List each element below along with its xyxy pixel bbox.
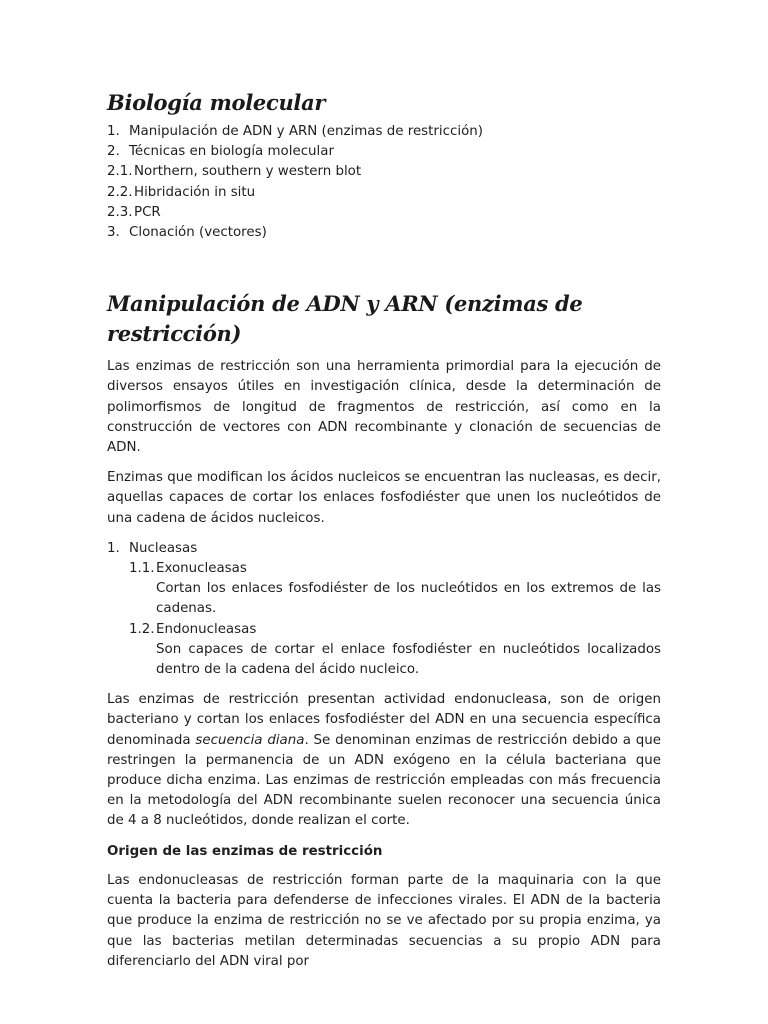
paragraph: Las enzimas de restricción son una herramienta primordial para la ejecución de diversos ensayos útiles en investigación clínica, desde la determinación de polimorfismos de longitud de fragmentos de restricción, así como en la construcción de vectores con ADN recombinante y clonación de secuencias de ADN. <box>107 359 661 456</box>
list-description: Son capaces de cortar el enlace fosfodiéster en nucleótidos localizados dentro de la cadena del ácido nucleico. <box>156 641 661 678</box>
paragraph-text: Las enzimas de restricción presentan actividad endonucleasa, son de origen bacteriano y cortan los enlaces fosfodiéster del ADN en una secuencia específica denominada <box>107 692 661 748</box>
toc-item <box>107 122 661 142</box>
subheading: Origen de las enzimas de restricción <box>107 843 383 859</box>
toc-item <box>107 142 661 162</box>
toc-label: Técnicas en biología molecular <box>129 144 334 160</box>
toc-number: 2.3. <box>107 204 133 220</box>
toc-number: 2. <box>107 144 120 160</box>
document-page <box>107 88 661 972</box>
list-label: Nucleasas <box>129 540 198 556</box>
list-number: 1. <box>107 540 120 556</box>
paragraph: Las endonucleasas de restricción forman parte de la maquinaria con la que cuenta la bacteria para defenderse de infecciones virales. El ADN de la bacteria que produce la enzima de restricción no se ve afectado por su propia enzima, ya que las bacterias metilan determinadas secuencias a su propio ADN para diferenciarlo del ADN viral por <box>107 872 661 969</box>
toc-number: 2.2. <box>107 184 133 200</box>
toc-number: 2.1. <box>107 164 133 180</box>
toc-number: 3. <box>107 225 120 241</box>
list-subitem <box>107 559 661 579</box>
toc-label: Hibridación in situ <box>134 184 256 200</box>
list-subitem <box>107 620 661 640</box>
toc-label: Northern, southern y western blot <box>134 164 362 180</box>
toc-subitem <box>107 183 661 203</box>
spacer <box>107 680 661 690</box>
list-number: 1.2. <box>129 621 155 637</box>
toc-number: 1. <box>107 124 120 139</box>
paragraph-text: . Se denominan enzimas de restricción debido a que restringen la permanencia de un ADN exógeno en la célula bacteriana que produce dicha enzima. Las enzimas de restricción empleadas con más frecuencia en la metodología del ADN recombinante suelen reconocer una secuencia única de 4 a 8 nucleótidos, donde realizan el corte. <box>107 732 661 829</box>
document-title: Biología molecular <box>107 90 326 115</box>
toc-label: Clonación (vectores) <box>129 225 267 241</box>
list-item <box>107 539 661 559</box>
list-label: Exonucleasas <box>156 561 247 577</box>
toc-subitem <box>107 162 661 182</box>
spacer <box>107 862 661 871</box>
spacer <box>107 458 661 468</box>
spacer <box>107 243 661 289</box>
spacer <box>107 529 661 539</box>
paragraph: Enzimas que modifican los ácidos nucleicos se encuentran las nucleasas, es decir, aquellas capaces de cortar los enlaces fosfodiéster que unen los nucleótidos de una cadena de ácidos nucleicos. <box>107 470 661 526</box>
section-title: Manipulación de ADN y ARN (enzimas de restricción) <box>107 291 583 347</box>
paragraph <box>107 690 661 831</box>
list-description: Cortan los enlaces fosfodiéster de los nucleótidos en los extremos de las cadenas. <box>156 581 661 617</box>
emphasis-term: secuencia diana <box>195 732 305 748</box>
list-label: Endonucleasas <box>156 621 257 637</box>
toc-label: PCR <box>134 204 161 220</box>
table-of-contents <box>107 122 661 243</box>
toc-item <box>107 223 661 243</box>
toc-label: Manipulación de ADN y ARN (enzimas de restricción) <box>129 124 483 139</box>
spacer <box>107 832 661 842</box>
nucleases-list <box>107 539 661 680</box>
list-number: 1.1. <box>129 561 155 577</box>
toc-subitem <box>107 203 661 223</box>
